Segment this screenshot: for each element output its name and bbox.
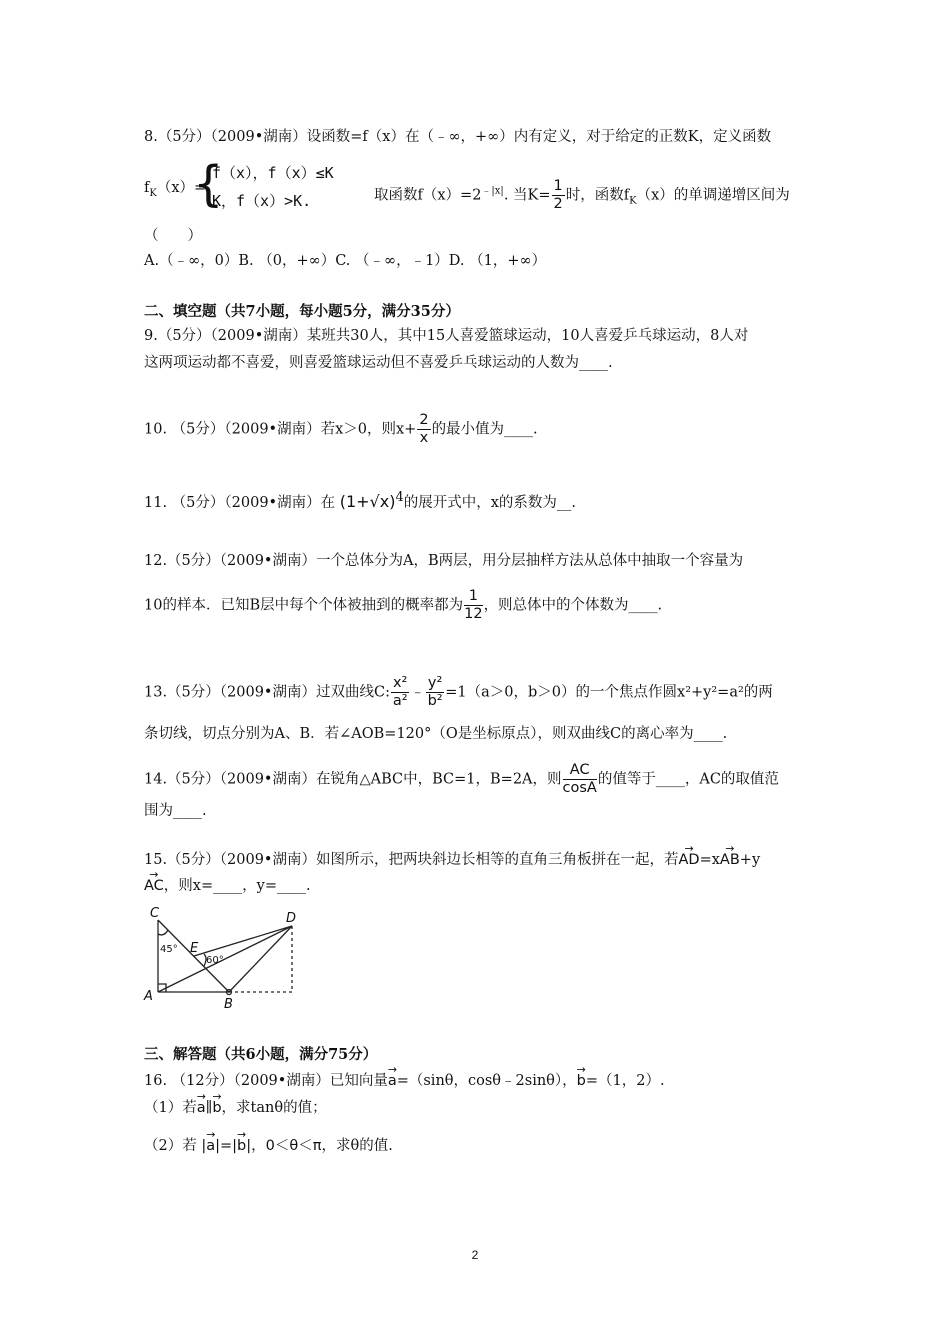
q14-line1: 14.（5分）（2009•湖南）在锐角△ABC中，BC=1，B=2A，则 $\frac{AC}{\cos A}$ 的值等于____，AC的取值范 <box>144 762 779 796</box>
q9-line1: 9.（5分）（2009•湖南）某班共30人，其中15人喜爱篮球运动，10人喜爱乒乓球运动，8人对 <box>144 328 749 344</box>
q13-fraction-x: $\frac{\text{x²}}{\text{a²}}$ <box>392 675 408 709</box>
vector-b-p1: → b <box>212 1098 221 1118</box>
vector-a-p1: → a <box>197 1098 206 1118</box>
q15-line1: 15.（5分）（2009•湖南）如图所示，把两块斜边长相等的直角三角板拼在一起，若→ AD=x→ AB+y <box>144 850 760 870</box>
q16-part2: （2）若 |→ a|=|→ b|，0＜θ＜π，求θ的值. <box>144 1136 393 1156</box>
left-brace-icon: { <box>193 156 224 212</box>
vector-b: → b <box>577 1071 586 1091</box>
section3-title: 三、解答题（共6小题，满分75分） <box>144 1046 378 1063</box>
q10: 10. （5分）（2009•湖南）若x＞0，则x+ $\frac{2}{x}$ 的最小值为____. <box>144 412 538 446</box>
page-number: 2 <box>471 1248 479 1262</box>
q12-line2: 10的样本．已知B层中每个个体被抽到的概率都为 $\frac{1}{12}$ ，则总体中的个体数为____. <box>144 588 663 622</box>
segment-ad <box>158 926 292 992</box>
vector-ad: → AD <box>679 850 700 870</box>
q13-line2: 条切线，切点分别为A、B．若∠AOB=120°（O是坐标原点），则双曲线C的离心率为____. <box>144 726 728 742</box>
label-b: B <box>224 997 233 1012</box>
label-angle-45: 45° <box>160 944 178 955</box>
label-angle-60: 60° <box>206 955 224 966</box>
vector-b-p2: → b <box>237 1136 246 1156</box>
q8-k-fraction: $\frac{1}{2}$ <box>553 178 563 212</box>
vector-a-p2: → a <box>206 1136 215 1156</box>
q14-fraction: $\frac{AC}{\cos A}$ <box>562 762 597 796</box>
q10-fraction: $\frac{2}{x}$ <box>419 412 429 446</box>
label-e: E <box>190 941 199 956</box>
triangle-figure <box>140 904 310 1012</box>
q15-line2: → AC，则x=____，y=____. <box>144 876 311 896</box>
q16-line1: 16. （12分）（2009•湖南）已知向量→ a=（sinθ，cosθ﹣2sinθ），→ b=（1，2）. <box>144 1071 665 1091</box>
q8-line1: 8.（5分）（2009•湖南）设函数=f（x）在（﹣∞，+∞）内有定义，对于给定的正数K，定义函数 <box>144 129 772 145</box>
q8-options: A.（﹣∞，0）B. （0，+∞）C. （﹣∞，﹣1）D. （1，+∞） <box>144 253 547 269</box>
q8-case2: K，f（x）>K. <box>212 192 312 210</box>
q8-paren: （ ） <box>144 228 202 244</box>
q12-fraction: $\frac{1}{12}$ <box>464 588 483 622</box>
q13-line1: 13.（5分）（2009•湖南）过双曲线C: $\frac{\text{x²}}{\text{a²}}$ ﹣ $\frac{\text{y²}}{\text{b²}}$ =1（a＞0，b＞0）的一个焦点作圆x²+y²=a²的两 <box>144 675 773 709</box>
q14-line2: 围为____. <box>144 803 207 819</box>
vector-ac: → AC <box>144 876 164 896</box>
q9-line2: 这两项运动都不喜爱，则喜爱篮球运动但不喜爱乒乓球运动的人数为____. <box>144 355 613 371</box>
section2-title: 二、填空题（共7小题，每小题5分，满分35分） <box>144 303 460 320</box>
label-c: C <box>150 906 160 921</box>
label-a: A <box>144 989 153 1004</box>
q8-fk-label: $f_K(x)=$ <box>144 180 207 199</box>
q12-line1: 12.（5分）（2009•湖南）一个总体分为A，B两层，用分层抽样方法从总体中抽取一个容量为 <box>144 553 744 569</box>
q16-part1: （1）若→ a∥→ b，求tanθ的值； <box>144 1098 327 1118</box>
vector-a: → a <box>388 1071 397 1091</box>
q8-case1: f（x），f（x）≤K <box>212 164 334 182</box>
q13-fraction-y: $\frac{\text{y²}}{\text{b²}}$ <box>427 675 443 709</box>
q11: 11. （5分）（2009•湖南）在 (1+√x)4的展开式中，x的系数为__. <box>144 490 577 511</box>
label-d: D <box>286 911 297 926</box>
q8-line2: 取函数$f(x)=2^{﹣|x|}$. 当K= $\frac{1}{2}$ 时，函数$f_K(x)$的单调递增区间为 <box>374 178 790 212</box>
vector-ab: → AB <box>720 850 740 870</box>
angle-45-arc <box>158 930 168 935</box>
